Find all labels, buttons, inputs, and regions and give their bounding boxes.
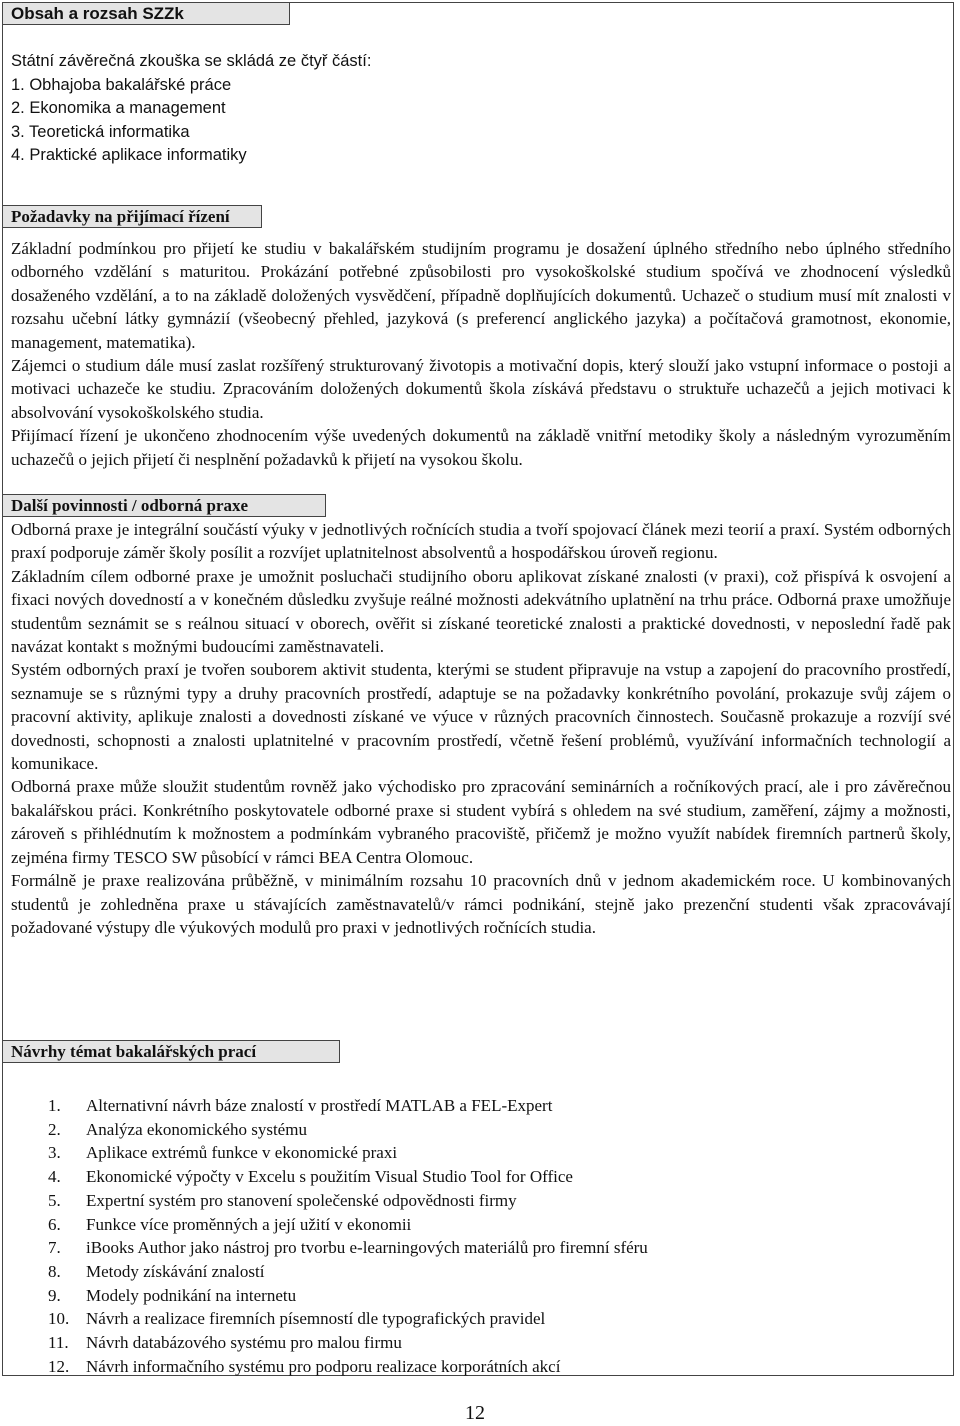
topic-text: Funkce více proměnných a její užití v ekonomii bbox=[86, 1214, 412, 1234]
topic-text: Návrh a realizace firemních písemností dle typografických pravidel bbox=[86, 1309, 546, 1329]
list-number: 6. bbox=[48, 1214, 61, 1234]
list-item bbox=[48, 1213, 928, 1237]
section-heading-pozadavky: Požadavky na přijímací řízení bbox=[2, 205, 262, 228]
list-item bbox=[48, 1189, 928, 1213]
admission-requirements-text bbox=[11, 237, 951, 471]
list-item bbox=[48, 1355, 928, 1379]
section-heading-temata: Návrhy témat bakalářských prací bbox=[2, 1040, 340, 1063]
list-item bbox=[48, 1094, 928, 1118]
list-number: 9. bbox=[48, 1285, 61, 1305]
list-number: 4. bbox=[48, 1167, 61, 1187]
list-item bbox=[48, 1165, 928, 1189]
topic-text: Expertní systém pro stanovení společenské odpovědnosti firmy bbox=[86, 1190, 517, 1210]
paragraph: Zájemci o studium dále musí zaslat rozšířený strukturovaný životopis a motivační dopis, který slouží jako vstupní informace o postoji a motivaci uchazeče ke studiu. Zpracováním doložených dokumentů škola získává představu o struktuře uchazečů a jejich motivaci k absolvování vysokoškolského studia. bbox=[11, 356, 951, 422]
list-number: 2. bbox=[48, 1119, 61, 1139]
list-number: 11. bbox=[48, 1333, 69, 1353]
paragraph: Odborná praxe je integrální součástí výuky v jednotlivých ročnících studia a tvoří spojovací článek mezi teorií a praxí. Systém odborných praxí podporuje záměr školy posílit a rozvíjet uplatnitelnost absolventů a hospodářskou úroveň regionu. bbox=[11, 520, 951, 563]
list-item bbox=[48, 1141, 928, 1165]
page-number: 12 bbox=[465, 1402, 485, 1424]
list-number: 7. bbox=[48, 1238, 61, 1258]
paragraph: Přijímací řízení je ukončeno zhodnocením výše uvedených dokumentů na základě vnitřní metodiky školy a následným vyrozuměním uchazečů o jejich přijetí či nesplnění požadavků k přijetí na vysokou školu. bbox=[11, 426, 951, 469]
topic-text: Metody získávání znalostí bbox=[86, 1261, 265, 1281]
exam-part-item: 4. Praktické aplikace informatiky bbox=[11, 146, 247, 164]
list-item bbox=[48, 1118, 928, 1142]
list-number: 12. bbox=[48, 1356, 70, 1376]
list-number: 1. bbox=[48, 1096, 61, 1115]
paragraph: Systém odborných praxí je tvořen souborem aktivit studenta, kterými se student připravuje na vstup a zapojení do pracovního prostředí, seznamuje se s různými typy a druhy pracovních prostředí, adaptuje se na požadavky konkrétního povolání, prokazuje svůj zájem o pracovní aktivity, aplikuje znalosti a dovednosti získané ve výuce v různých pracovních činnostech. Současně prokazuje a rozvíjí své dovednosti, schopnosti a znalosti uplatnitelné v pracovním prostředí, včetně řešení problémů, využívání informačních technologií a komunikace. bbox=[11, 660, 951, 774]
topic-text: Alternativní návrh báze znalostí v prostředí MATLAB a FEL-Expert bbox=[86, 1096, 553, 1115]
list-number: 3. bbox=[48, 1143, 61, 1163]
list-item bbox=[48, 1284, 928, 1308]
section-heading-praxe: Další povinnosti / odborná praxe bbox=[2, 494, 326, 517]
topic-text: iBooks Author jako nástroj pro tvorbu e-learningových materiálů pro firemní sféru bbox=[86, 1238, 648, 1258]
paragraph: Formálně je praxe realizována průběžně, v minimálním rozsahu 10 pracovních dnů v jednom akademickém roce. U kombinovaných studentů je zohledněna praxe u stávajících zaměstnavatelů/v rámci podnikání, stejně jako prezenční studenti však zpracovávají požadované výstupy dle výukových modulů pro praxi v jednotlivých ročnících studia. bbox=[11, 871, 951, 937]
topic-text: Modely podnikání na internetu bbox=[86, 1285, 297, 1305]
list-item bbox=[48, 1260, 928, 1284]
topic-text: Návrh databázového systému pro malou firmu bbox=[86, 1333, 402, 1353]
thesis-topics-list bbox=[48, 1094, 928, 1378]
list-item bbox=[48, 1331, 928, 1355]
exam-parts-intro: Státní závěrečná zkouška se skládá ze čtyř částí: bbox=[11, 52, 372, 70]
topic-text: Aplikace extrémů funkce v ekonomické praxi bbox=[86, 1143, 398, 1163]
practice-text bbox=[11, 518, 951, 939]
paragraph: Základním cílem odborné praxe je umožnit posluchači studijního oboru aplikovat získané znalosti (v praxi), což přispívá k osvojení a fixaci nových dovedností a v konečném důsledku zvyšuje reálné možnosti adekvátního uplatnění na trhu práce. Odborná praxe umožňuje studentům seznámit se s reálnou situací v oborech, ověřit si získané teoretické znalosti a praktické dovednosti, v neposlední řadě pak navázat kontakt s možnými budoucími zaměstnavateli. bbox=[11, 566, 951, 657]
list-number: 8. bbox=[48, 1261, 61, 1281]
list-number: 10. bbox=[48, 1309, 70, 1329]
exam-part-item: 1. Obhajoba bakalářské práce bbox=[11, 75, 232, 94]
list-item bbox=[48, 1236, 928, 1260]
exam-part-item: 2. Ekonomika a management bbox=[11, 99, 226, 117]
paragraph: Odborná praxe může sloužit studentům rovněž jako východisko pro zpracování seminárních a ročníkových prací, ale i pro závěrečnou bakalářskou práci. Konkrétního poskytovatele odborné praxe si student vybírá s ohledem na své studium, zaměření, zájmy a možnosti, zároveň s přihlédnutím k možnostem a podmínkám vybraného pracoviště, přičemž je možno využít nabídek firemních partnerů školy, zejména firmy TESCO SW působící v rámci BEA Centra Olomouc. bbox=[11, 777, 951, 867]
list-item bbox=[48, 1307, 928, 1331]
exam-parts-list bbox=[11, 50, 941, 168]
exam-part-item: 3. Teoretická informatika bbox=[11, 122, 190, 141]
topic-text: Návrh informačního systému pro podporu realizace korporátních akcí bbox=[86, 1356, 561, 1376]
paragraph: Základní podmínkou pro přijetí ke studiu v bakalářském studijním programu je dosažení úplného středního nebo úplného středního odborného vzdělání s maturitou. Prokázání potřebné způsobilosti pro vysokoškolské studium spočívá ve zhodnocení výsledků dosaženého vzdělání, a to na základě doložených vysvědčení, případně doplňujících dokumentů. Uchazeč o studium musí mít znalosti v rozsahu učební látky gymnázií (všeobecný přehled, jazyková (s preferencí anglického jazyka) a počítačová gramotnost, ekonomie, management, matematika). bbox=[11, 239, 951, 352]
section-heading-obsah: Obsah a rozsah SZZk bbox=[2, 2, 290, 25]
topic-text: Ekonomické výpočty v Excelu s použitím Visual Studio Tool for Office bbox=[86, 1167, 573, 1187]
list-number: 5. bbox=[48, 1190, 61, 1210]
topic-text: Analýza ekonomického systému bbox=[86, 1119, 307, 1139]
